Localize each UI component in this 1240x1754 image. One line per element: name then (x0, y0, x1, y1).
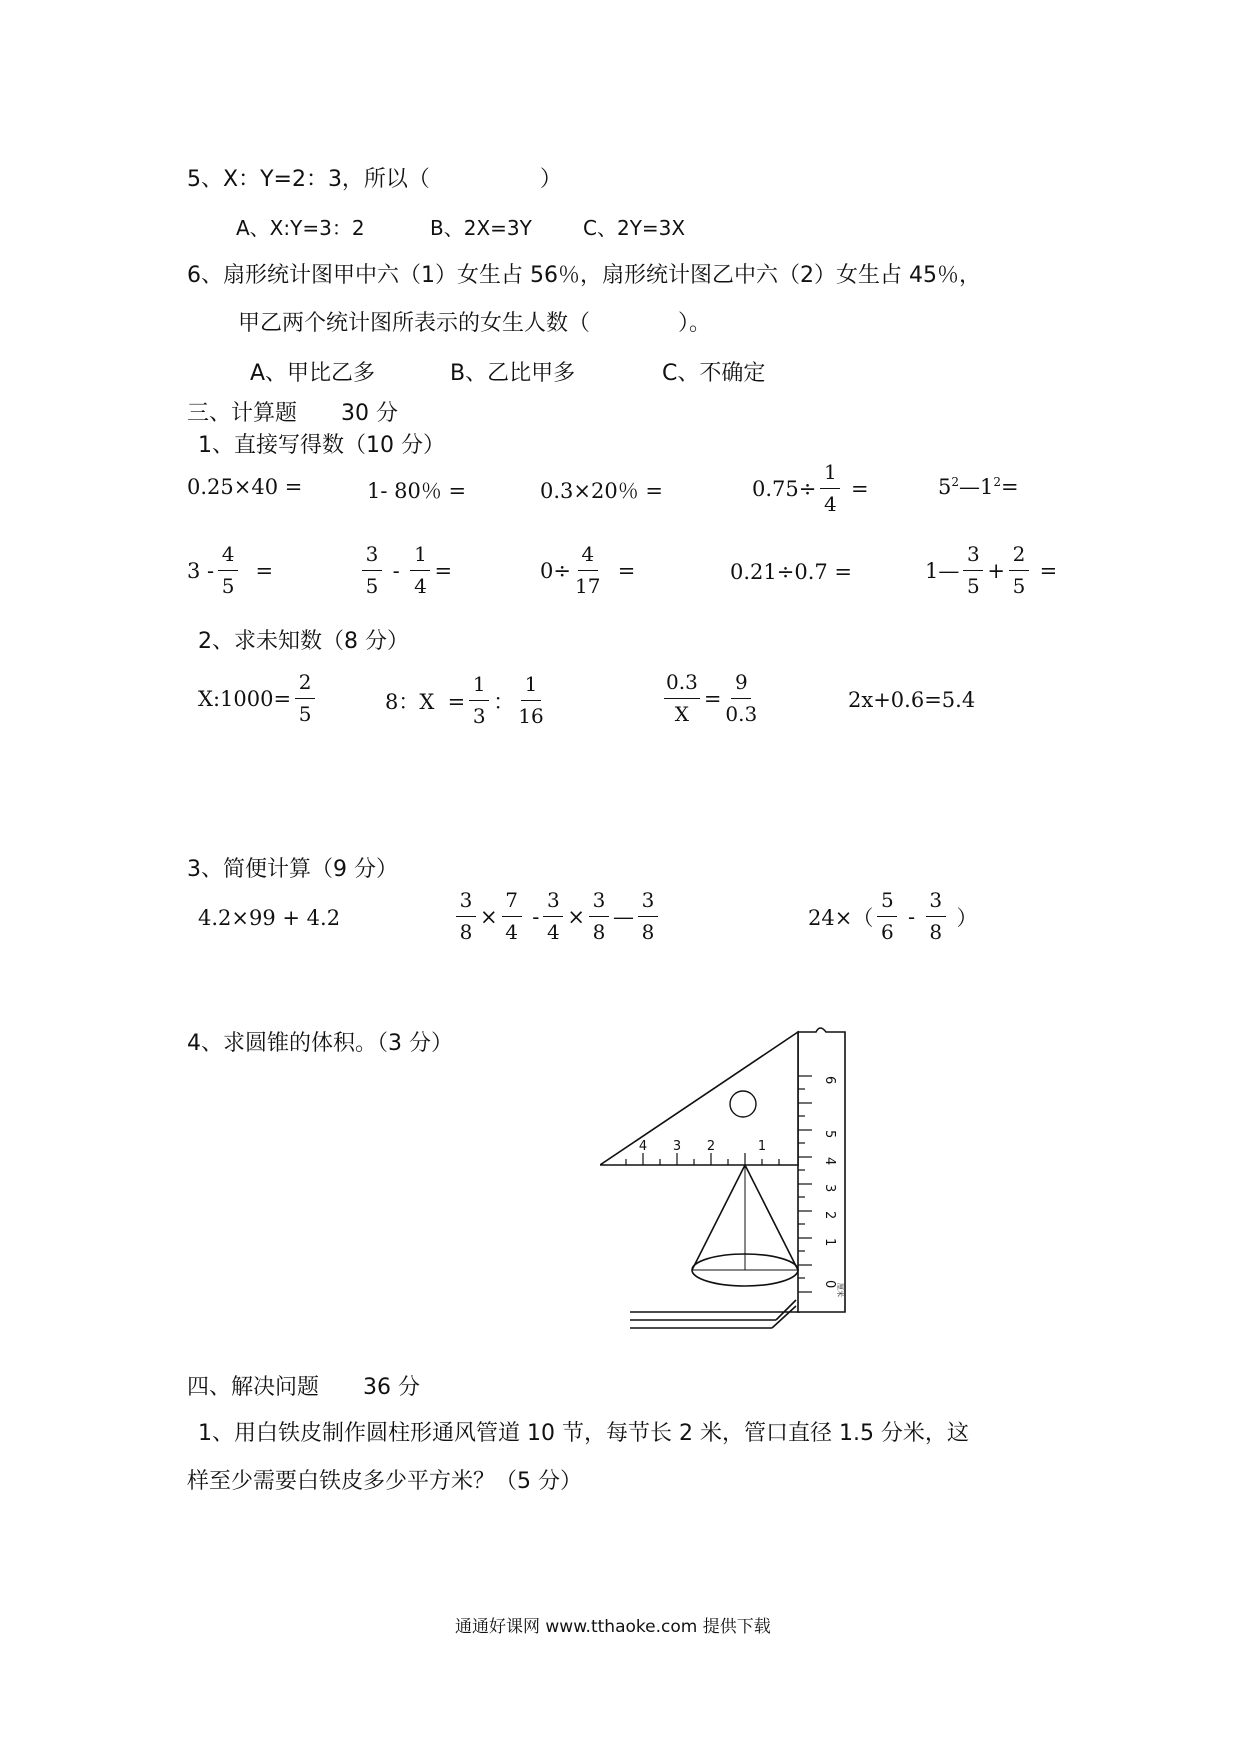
denominator: 4 (414, 574, 427, 598)
calc-expr-4 (752, 460, 869, 517)
fraction (589, 888, 609, 945)
denominator: 8 (929, 920, 943, 944)
simplify-expr-3 (808, 888, 977, 945)
calc-expr-8 (540, 542, 635, 599)
expr-text: × (480, 904, 498, 929)
denominator: 4 (823, 492, 837, 516)
expr-text: - (525, 904, 540, 929)
numerator: 3 (926, 888, 946, 917)
denominator: 4 (505, 920, 518, 944)
numerator: 3 (963, 542, 983, 571)
numerator: 3 (589, 888, 609, 917)
expr-text: - (386, 558, 407, 583)
fraction (295, 670, 315, 727)
numerator: 1 (410, 542, 430, 571)
equation-3 (660, 670, 761, 727)
numerator: 7 (502, 888, 522, 917)
expr-text: 1— (925, 558, 960, 583)
expr-text: ） (949, 905, 978, 930)
fraction (362, 542, 382, 599)
q5-option-b: B、2X=3Y (430, 216, 532, 240)
fraction (575, 542, 600, 599)
part4-title: 4、求圆锥的体积。（3 分） (187, 1031, 453, 1056)
section4-q1-line1: 1、用白铁皮制作圆柱形通风管道 10 节，每节长 2 米，管口直径 1.5 分米，这 (198, 1421, 969, 1446)
denominator: 5 (967, 574, 980, 598)
numerator: 5 (877, 888, 897, 917)
q6-option-c: C、不确定 (662, 361, 766, 386)
numerator: 3 (362, 542, 382, 571)
q6-option-a: A、甲比乙多 (250, 361, 376, 386)
q5-stem: 5、X：Y=2：3，所以（ ） (187, 167, 562, 192)
expr-text: + (987, 558, 1005, 583)
fraction (502, 888, 522, 945)
denominator: 16 (518, 704, 544, 728)
q5-option-a: A、X:Y=3：2 (236, 216, 365, 240)
fraction (1009, 542, 1029, 599)
numerator: 1 (521, 672, 541, 701)
equation-4: 2x+0.6=5.4 (848, 688, 976, 712)
ruler-v-label: 2 (822, 1211, 837, 1220)
calc-expr-3: 0.3×20％ = (540, 479, 663, 503)
ruler-h-label: 2 (706, 1139, 716, 1154)
expr-text: 0.75÷ (752, 476, 817, 501)
ruler-v-label: 4 (822, 1157, 837, 1166)
numerator: 9 (731, 670, 751, 699)
expr-text: 0÷ (540, 558, 571, 583)
fraction (963, 542, 983, 599)
expr-text: - (901, 904, 922, 929)
fraction (664, 670, 700, 727)
expr-text: = (844, 476, 869, 501)
part3-title: 3、简便计算（9 分） (187, 857, 398, 882)
q5-option-c: C、2Y=3X (583, 216, 686, 240)
fraction (410, 542, 430, 599)
fraction (926, 888, 946, 945)
ruler-v-label: 3 (822, 1184, 837, 1193)
expr-text: = (1001, 475, 1019, 499)
denominator: 8 (592, 920, 606, 944)
numerator: 2 (1009, 542, 1029, 571)
ruler-v-label: 6 (822, 1076, 837, 1085)
fraction (638, 888, 658, 945)
denominator: X (674, 702, 690, 726)
numerator: 2 (295, 670, 315, 699)
numerator: 3 (456, 888, 476, 917)
denominator: 5 (1012, 574, 1026, 598)
expr-text: = (242, 558, 274, 583)
cone-measurement-figure (600, 1020, 870, 1340)
exponent: 2 (993, 475, 1002, 489)
expr-text: 24×（ (808, 905, 874, 930)
denominator: 5 (221, 574, 235, 598)
denominator: 5 (298, 702, 312, 726)
calc-expr-1: 0.25×40 = (187, 475, 303, 499)
fraction (725, 670, 757, 727)
expr-text: —1 (959, 475, 994, 499)
denominator: 17 (574, 574, 601, 598)
ruler-v-label: 5 (822, 1130, 837, 1139)
denominator: 6 (880, 920, 894, 944)
fraction (820, 460, 840, 517)
q6-line1: 6、扇形统计图甲中六（1）女生占 56％，扇形统计图乙中六（2）女生占 45％， (187, 263, 981, 288)
expr-text: = (604, 558, 636, 583)
fraction (218, 542, 238, 599)
denominator: 8 (459, 920, 473, 944)
ruler-h-label: 4 (638, 1139, 648, 1154)
expr-text: = (703, 686, 722, 711)
ruler-h-label: 1 (757, 1139, 767, 1154)
ruler-v-label: 0 (822, 1280, 837, 1289)
ruler-v-label: 1 (822, 1238, 837, 1247)
ruler-unit: 厘米 (836, 1283, 844, 1297)
denominator: 0.3 (725, 702, 758, 726)
expr-text: 8：X = (385, 689, 466, 714)
simplify-expr-1: 4.2×99 + 4.2 (198, 906, 341, 930)
page-footer: 通通好课网 www.tthaoke.com 提供下载 (455, 1617, 771, 1637)
expr-text: = (1032, 558, 1058, 583)
calc-expr-7 (358, 542, 452, 599)
numerator: 4 (578, 542, 598, 571)
denominator: 5 (365, 574, 379, 598)
numerator: 4 (218, 542, 238, 571)
simplify-expr-2 (452, 888, 662, 945)
fraction (518, 672, 543, 729)
expr-text: ： (493, 689, 515, 714)
denominator: 4 (547, 920, 560, 944)
q6-line2: 甲乙两个统计图所表示的女生人数（ ）。 (238, 311, 712, 336)
section4-title: 四、解决问题 36 分 (187, 1375, 420, 1400)
exponent: 2 (951, 475, 960, 489)
part1-title: 1、直接写得数（10 分） (198, 433, 445, 458)
expr-text: 3 - (187, 558, 215, 583)
set-square (600, 1032, 798, 1165)
calc-expr-9: 0.21÷0.7 = (730, 560, 853, 584)
section4-q1-line2: 样至少需要白铁皮多少平方米？（5 分） (187, 1469, 582, 1494)
numerator: 3 (638, 888, 658, 917)
table-edge (630, 1300, 800, 1328)
equation-2 (385, 672, 548, 729)
fraction (456, 888, 476, 945)
expr-text: × (567, 904, 585, 929)
calc-expr-5 (938, 475, 1019, 499)
expr-text: = (434, 558, 453, 583)
calc-expr-6 (187, 542, 273, 599)
fraction (469, 672, 489, 729)
vertical-ruler (798, 1028, 845, 1312)
section3-title: 三、计算题 30 分 (187, 401, 398, 426)
ruler-h-label: 3 (672, 1139, 682, 1154)
part2-title: 2、求未知数（8 分） (198, 629, 409, 654)
calc-expr-2: 1- 80％ = (367, 479, 467, 503)
cone (692, 1165, 798, 1286)
fraction (877, 888, 897, 945)
numerator: 0.3 (664, 670, 700, 699)
equation-1 (198, 670, 319, 727)
expr-text: — (613, 904, 634, 929)
numerator: 1 (820, 460, 840, 489)
numerator: 1 (469, 672, 489, 701)
calc-expr-10 (925, 542, 1057, 599)
expr-text: X:1000= (198, 686, 292, 711)
denominator: 8 (641, 920, 655, 944)
expr-text: 5 (938, 475, 952, 499)
q6-option-b: B、乙比甲多 (450, 361, 576, 386)
denominator: 3 (472, 704, 486, 728)
numerator: 3 (543, 888, 563, 917)
fraction (543, 888, 563, 945)
